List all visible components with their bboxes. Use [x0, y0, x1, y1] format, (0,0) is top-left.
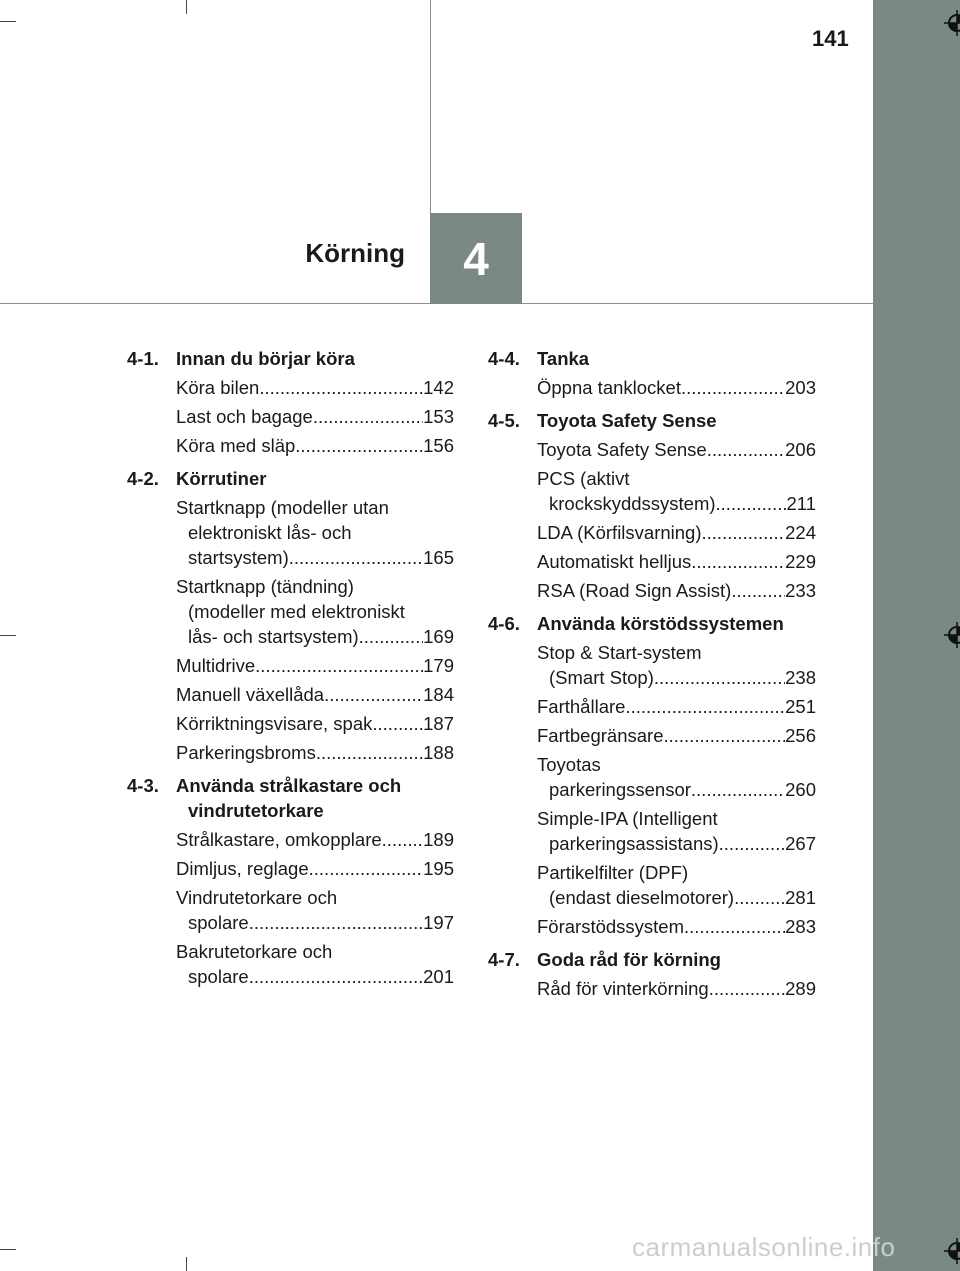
toc-entry-page: 211: [786, 493, 816, 514]
section-title-line: Använda strålkastare och: [176, 775, 402, 796]
toc-column-right: [488, 346, 816, 1001]
toc-entry-title: Dimljus, reglage: [176, 858, 309, 879]
dot-leader: [309, 856, 423, 881]
toc-entry-page: 267: [785, 833, 816, 854]
toc-entry-page: 281: [785, 887, 816, 908]
toc-entry-page: 233: [785, 580, 816, 601]
toc-entry-title: Farthållare: [537, 696, 626, 717]
toc-entry-text-line: Startknapp (tändning): [176, 576, 354, 597]
toc-entry[interactable]: [537, 806, 816, 856]
toc-entry[interactable]: [537, 549, 816, 574]
toc-entry-text-line: Startknapp (modeller utan: [176, 497, 389, 518]
dot-leader: [691, 549, 785, 574]
toc-entry-title: parkeringssensor: [549, 779, 691, 800]
section-number: 4-4.: [488, 348, 520, 369]
toc-entry[interactable]: [176, 827, 454, 852]
toc-entry[interactable]: [537, 520, 816, 545]
toc-entry-page: 197: [423, 912, 454, 933]
toc-entry-page: 189: [423, 829, 454, 850]
dot-leader: [681, 375, 785, 400]
section-title: [176, 773, 454, 823]
toc-entry-title: RSA (Road Sign Assist): [537, 580, 732, 601]
section-title: [176, 346, 454, 371]
toc-entry-title: Last och bagage: [176, 406, 313, 427]
toc-entry[interactable]: [537, 578, 816, 603]
dot-leader: [719, 831, 785, 856]
toc-entry-page: 187: [423, 713, 454, 734]
toc-entry-page: 195: [423, 858, 454, 879]
toc-entry-title: Manuell växellåda: [176, 684, 325, 705]
section-number: 4-1.: [127, 348, 159, 369]
toc-entry[interactable]: [176, 495, 454, 570]
toc-entry-page: 289: [785, 978, 816, 999]
crop-mark-top: [186, 0, 187, 14]
toc-entry-page: 283: [785, 916, 816, 937]
toc-entry-title: startsystem): [188, 547, 289, 568]
watermark: carmanualsonline.info: [632, 1232, 896, 1262]
toc-entry-title: parkeringsassistans): [549, 833, 719, 854]
toc-entry[interactable]: [537, 375, 816, 400]
section-title: [176, 466, 454, 491]
toc-entry-title: Fartbegränsare: [537, 725, 664, 746]
toc-entry-text-line: elektroniskt lås- och: [188, 522, 352, 543]
toc-section-heading: [488, 346, 816, 371]
chapter-title: Körning: [305, 238, 405, 268]
toc-entry-page: 184: [423, 684, 454, 705]
toc-section-heading: [488, 947, 816, 972]
toc-entry-title: spolare: [188, 912, 249, 933]
toc-entry-text-line: Stop & Start-system: [537, 642, 702, 663]
toc-entry[interactable]: [537, 437, 816, 462]
toc-entry[interactable]: [176, 404, 454, 429]
section-title: [537, 947, 816, 972]
section-title-line: Tanka: [537, 348, 590, 369]
section-number: 4-7.: [488, 949, 520, 970]
toc-entry-page: 179: [423, 655, 454, 676]
toc-entry-title: krockskyddssystem): [549, 493, 716, 514]
toc-section-heading: [488, 611, 816, 636]
toc-entry-text-line: Toyotas: [537, 754, 601, 775]
dot-leader: [716, 491, 787, 516]
toc-entry-title: (endast dieselmotorer): [549, 887, 735, 908]
toc-entry-title: Körriktningsvisare, spak: [176, 713, 373, 734]
toc-entry[interactable]: [537, 860, 816, 910]
registration-mark-middle-icon: [944, 622, 960, 648]
toc-entry-text-line: Partikelfilter (DPF): [537, 862, 689, 883]
chapter-number-box: [430, 213, 522, 304]
dot-leader: [249, 964, 423, 989]
section-title-line: Använda körstödssystemen: [537, 613, 784, 634]
dot-leader: [249, 910, 423, 935]
section-title: [537, 346, 816, 371]
toc-entry-page: 156: [423, 435, 454, 456]
crop-mark-top-left: [0, 21, 16, 22]
dot-leader: [731, 578, 785, 603]
toc-entry-title: Råd för vinterkörning: [537, 978, 709, 999]
registration-mark-top-icon: [944, 10, 960, 36]
toc-entry-text-line: Simple-IPA (Intelligent: [537, 808, 718, 829]
section-number: 4-3.: [127, 775, 159, 796]
toc-section-heading: [488, 408, 816, 433]
registration-mark-bottom-icon: [944, 1238, 960, 1264]
crop-mark-bottom: [186, 1257, 187, 1271]
dot-leader: [372, 711, 423, 736]
toc-entry[interactable]: [537, 976, 816, 1001]
toc-entry[interactable]: [537, 466, 816, 516]
toc-entry[interactable]: [176, 375, 454, 400]
toc-entry-title: Öppna tanklocket: [537, 377, 681, 398]
section-number: 4-2.: [127, 468, 159, 489]
toc-entry-page: 188: [423, 742, 454, 763]
dot-leader: [684, 914, 785, 939]
toc-entry[interactable]: [537, 914, 816, 939]
toc-entry[interactable]: [537, 640, 816, 690]
toc-entry[interactable]: [176, 856, 454, 881]
toc-entry-title: Toyota Safety Sense: [537, 439, 707, 460]
dot-leader: [734, 885, 785, 910]
dot-leader: [663, 723, 785, 748]
toc-entry-page: 251: [785, 696, 816, 717]
section-title-line: Körrutiner: [176, 468, 267, 489]
dot-leader: [289, 545, 423, 570]
crop-mark-bottom-left: [0, 1249, 16, 1250]
section-title-line: Toyota Safety Sense: [537, 410, 717, 431]
toc-entry-page: 224: [785, 522, 816, 543]
toc-column-left: [127, 346, 454, 989]
toc-entry-title: Köra bilen: [176, 377, 260, 398]
section-number: 4-6.: [488, 613, 520, 634]
dot-leader: [255, 653, 423, 678]
toc-entry[interactable]: [176, 682, 454, 707]
toc-entry-text-line: PCS (aktivt: [537, 468, 630, 489]
toc-entry-page: 203: [785, 377, 816, 398]
toc-entry[interactable]: [176, 939, 454, 989]
toc-entry-page: 238: [785, 667, 816, 688]
dot-leader: [709, 976, 785, 1001]
toc-entry-page: 169: [423, 626, 454, 647]
toc-entry-title: Strålkastare, omkopplare: [176, 829, 382, 850]
toc-entry-title: LDA (Körfilsvarning): [537, 522, 702, 543]
dot-leader: [316, 740, 423, 765]
dot-leader: [313, 404, 423, 429]
page-number: 141: [812, 26, 849, 51]
toc-entry[interactable]: [537, 694, 816, 719]
toc-entry[interactable]: [537, 752, 816, 802]
toc-entry-page: 142: [423, 377, 454, 398]
toc-entry-title: Förarstödssystem: [537, 916, 685, 937]
section-title-line: vindrutetorkare: [188, 800, 324, 821]
toc-entry-page: 206: [785, 439, 816, 460]
toc-section-heading: [127, 773, 454, 823]
section-title-line: Goda råd för körning: [537, 949, 721, 970]
dot-leader: [359, 624, 423, 649]
toc-entry-title: Automatiskt helljus: [537, 551, 692, 572]
dot-leader: [625, 694, 785, 719]
toc-entry-page: 153: [423, 406, 454, 427]
toc-section-heading: [127, 346, 454, 371]
toc-entry-title: Parkeringsbroms: [176, 742, 316, 763]
section-title: [537, 611, 816, 636]
toc-entry[interactable]: [176, 653, 454, 678]
dot-leader: [702, 520, 786, 545]
toc-entry-page: 260: [785, 779, 816, 800]
toc-entry-title: Multidrive: [176, 655, 256, 676]
toc-entry[interactable]: [176, 740, 454, 765]
toc-entry-title: lås- och startsystem): [188, 626, 359, 647]
dot-leader: [382, 827, 423, 852]
toc-entry-text-line: Vindrutetorkare och: [176, 887, 338, 908]
toc-entry-text-line: (modeller med elektroniskt: [188, 601, 405, 622]
toc-entry-title: spolare: [188, 966, 249, 987]
dot-leader: [707, 437, 785, 462]
toc-entry-page: 229: [785, 551, 816, 572]
dot-leader: [691, 777, 785, 802]
crop-mark-mid-left: [0, 635, 16, 636]
toc-entry-page: 256: [785, 725, 816, 746]
dot-leader: [654, 665, 785, 690]
toc-entry[interactable]: [537, 723, 816, 748]
section-title-line: Innan du börjar köra: [176, 348, 355, 369]
toc-entry[interactable]: [176, 574, 454, 649]
chapter-number: 4: [463, 232, 489, 285]
dot-leader: [295, 433, 423, 458]
toc-entry[interactable]: [176, 885, 454, 935]
toc-entry-page: 165: [423, 547, 454, 568]
toc-entry-title: (Smart Stop): [549, 667, 654, 688]
toc-section-heading: [127, 466, 454, 491]
dot-leader: [259, 375, 423, 400]
toc-entry[interactable]: [176, 711, 454, 736]
dot-leader: [324, 682, 423, 707]
toc-entry-text-line: Bakrutetorkare och: [176, 941, 333, 962]
section-number: 4-5.: [488, 410, 520, 431]
toc-entry-title: Köra med släp: [176, 435, 296, 456]
toc-entry-page: 201: [423, 966, 454, 987]
section-title: [537, 408, 816, 433]
toc-entry[interactable]: [176, 433, 454, 458]
